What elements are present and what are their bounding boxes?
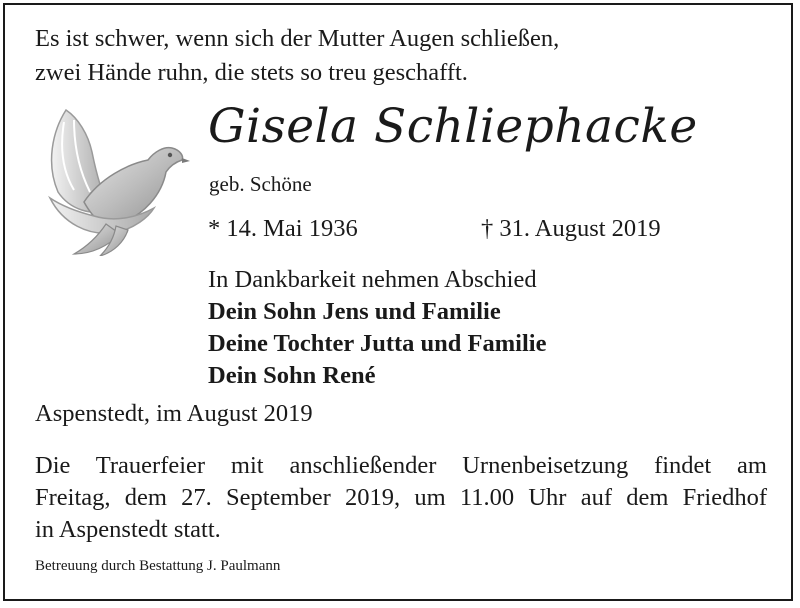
mourner-line: Dein Sohn Jens und Familie	[208, 298, 501, 325]
funeral-line: Freitag, dem 27. September 2019, um 11.00 Uhr auf dem Friedhof	[35, 484, 767, 511]
verse-line: Es ist schwer, wenn sich der Mutter Augen schließen,	[35, 25, 560, 52]
maiden-name: geb. Schöne	[209, 172, 312, 196]
verse-line: zwei Hände ruhn, die stets so treu geschafft.	[35, 59, 468, 86]
mourner-line: Deine Tochter Jutta und Familie	[208, 330, 547, 357]
undertaker-credit: Betreuung durch Bestattung J. Paulmann	[35, 558, 281, 574]
mourners-intro: In Dankbarkeit nehmen Abschied	[208, 266, 537, 293]
funeral-line: Die Trauerfeier mit anschließender Urnenbeisetzung findet am	[35, 452, 767, 479]
birth-date: * 14. Mai 1936	[208, 215, 358, 242]
dove-icon	[44, 106, 190, 256]
place-date: Aspenstedt, im August 2019	[35, 400, 313, 427]
memorial-verse	[35, 22, 559, 90]
funeral-line: in Aspenstedt statt.	[35, 516, 221, 543]
deceased-name: Gisela Schliephacke	[208, 99, 698, 154]
mourner-line: Dein Sohn René	[208, 362, 376, 389]
funeral-info	[35, 450, 767, 546]
death-date: † 31. August 2019	[481, 215, 661, 242]
mourners-block	[208, 264, 546, 392]
